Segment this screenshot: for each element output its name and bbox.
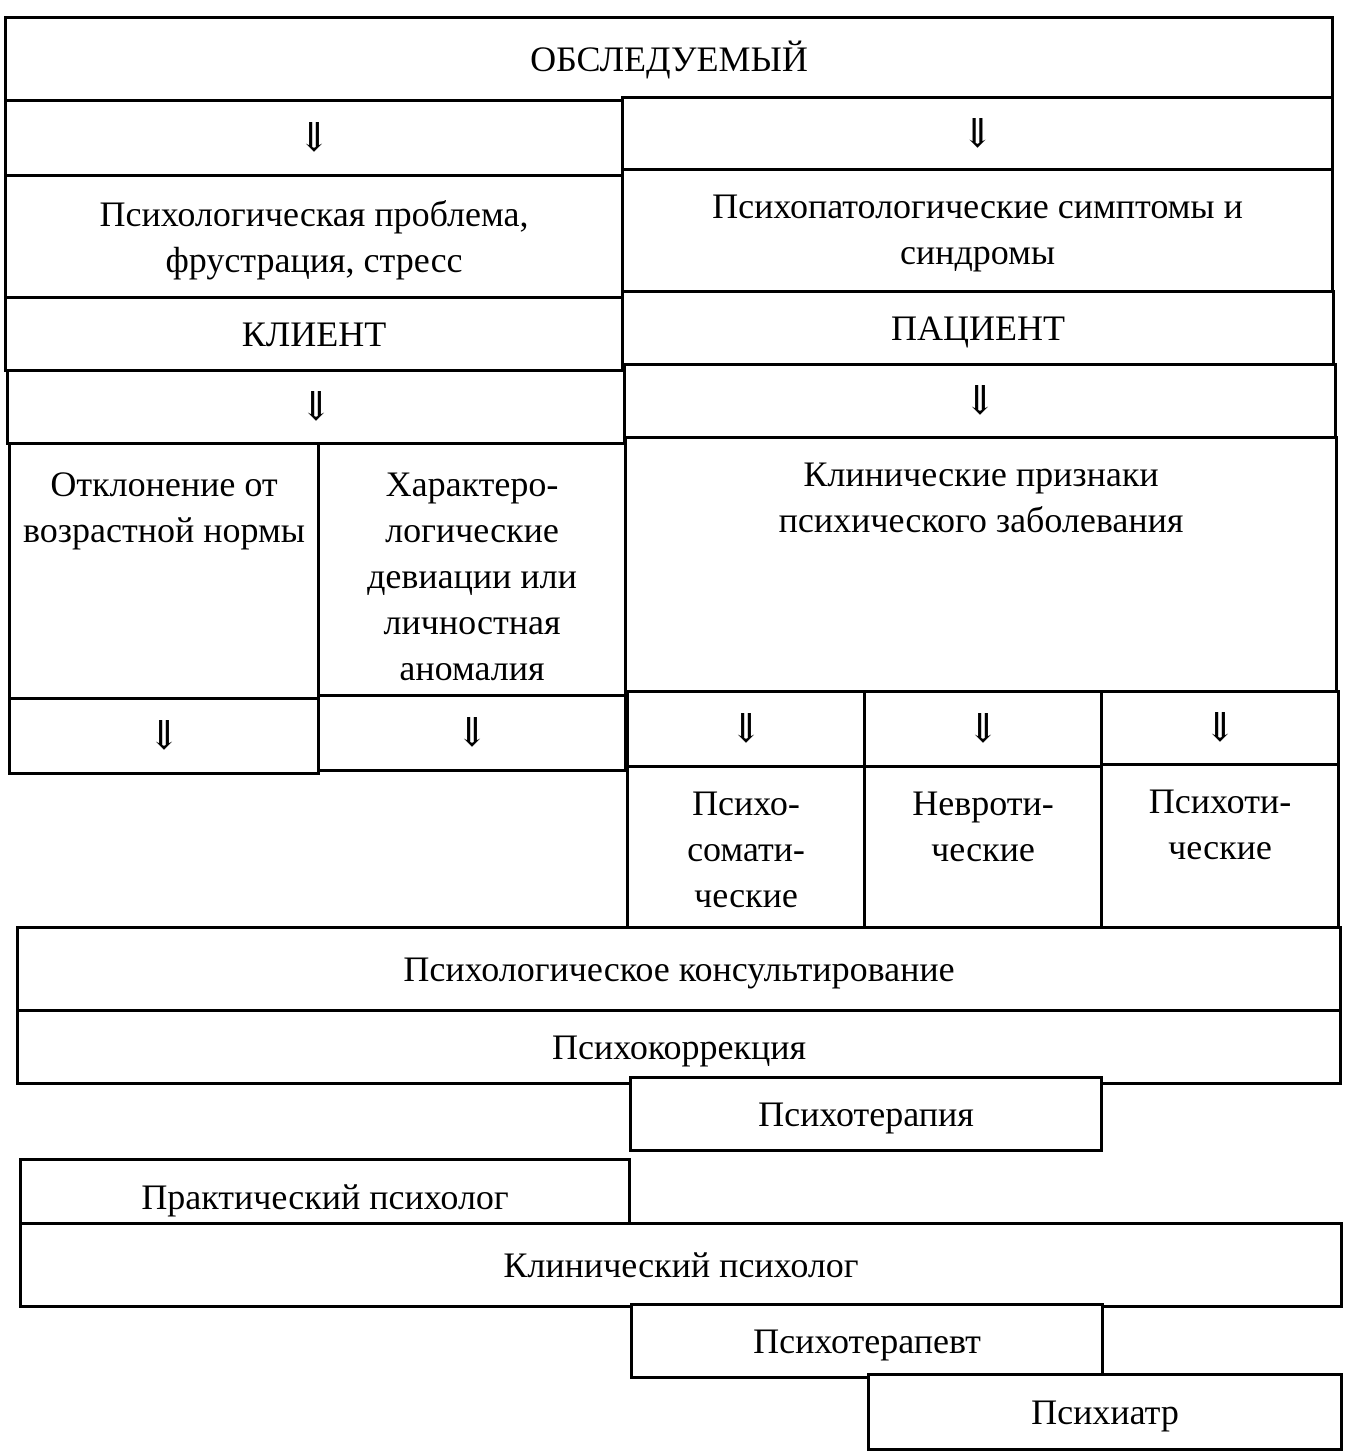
arrow-character-deviation [317, 694, 627, 772]
subject-label: ОБСЛЕДУЕМЫЙ [530, 39, 808, 79]
patient-box [621, 290, 1335, 366]
down-arrow-icon: ⇓ [1203, 705, 1237, 750]
arrow-left-top [4, 99, 624, 177]
psychotherapy-label: Психотерапия [758, 1094, 974, 1134]
down-arrow-icon: ⇓ [299, 384, 333, 429]
down-arrow-icon: ⇓ [455, 710, 489, 755]
correction-box [16, 1009, 1342, 1085]
psychotherapist-box [630, 1303, 1104, 1379]
counseling-label: Психологическое консультирование [403, 949, 955, 989]
client-label: КЛИЕНТ [241, 314, 387, 354]
down-arrow-icon: ⇓ [966, 706, 1000, 751]
correction-label: Психокоррекция [551, 1027, 807, 1067]
counseling-box [16, 926, 1342, 1012]
character-deviation-label: Характеро-логические девиации или личностная аномалия [367, 464, 577, 688]
down-arrow-icon: ⇓ [960, 110, 995, 156]
client-box [4, 296, 624, 372]
clinical-psychologist-box [19, 1222, 1343, 1308]
psychopathological-symptoms-label: Психопатологические симптомы и синдромы [712, 186, 1243, 272]
clinical-psychologist-label: Клинический психолог [503, 1245, 859, 1285]
psychotherapist-label: Психотерапевт [753, 1321, 981, 1361]
patient-label: ПАЦИЕНТ [891, 308, 1065, 348]
down-arrow-icon: ⇓ [147, 713, 181, 758]
practical-psychologist-label: Практический психолог [141, 1177, 509, 1217]
psychotic-label: Психоти-ческие [1148, 781, 1292, 867]
arrow-psychotic [1100, 690, 1340, 766]
down-arrow-icon: ⇓ [297, 115, 331, 160]
age-norm-deviation-box [8, 442, 320, 700]
character-deviation-box [317, 442, 627, 697]
down-arrow-icon: ⇓ [729, 706, 763, 751]
arrow-age-deviation [8, 697, 320, 775]
psychotic-box [1100, 763, 1340, 929]
psychopathological-symptoms-box [621, 168, 1334, 293]
psychological-problem-box [4, 174, 624, 299]
psychosomatic-label: Психо-сомати-ческие [687, 783, 805, 915]
clinical-signs-label: Клинические признаки психического заболевания [778, 454, 1184, 540]
psychiatrist-box [867, 1373, 1343, 1451]
age-norm-deviation-label: Отклонение от возрастной нормы [23, 464, 305, 550]
psychotherapy-box [629, 1076, 1103, 1152]
arrow-neurotic [863, 690, 1103, 768]
subject-box [4, 16, 1334, 102]
arrow-psychosomatic [626, 690, 866, 768]
neurotic-label: Невроти-ческие [912, 783, 1054, 869]
psychiatrist-label: Психиатр [1031, 1392, 1179, 1432]
arrow-patient [623, 363, 1337, 439]
neurotic-box [863, 765, 1103, 931]
arrow-client [6, 369, 626, 445]
arrow-right-top [621, 96, 1334, 171]
down-arrow-icon: ⇓ [963, 378, 997, 423]
psychosomatic-box [626, 765, 866, 931]
psychological-problem-label: Психологическая проблема, фрустрация, стресс [99, 193, 529, 280]
clinical-signs-box [624, 436, 1338, 694]
